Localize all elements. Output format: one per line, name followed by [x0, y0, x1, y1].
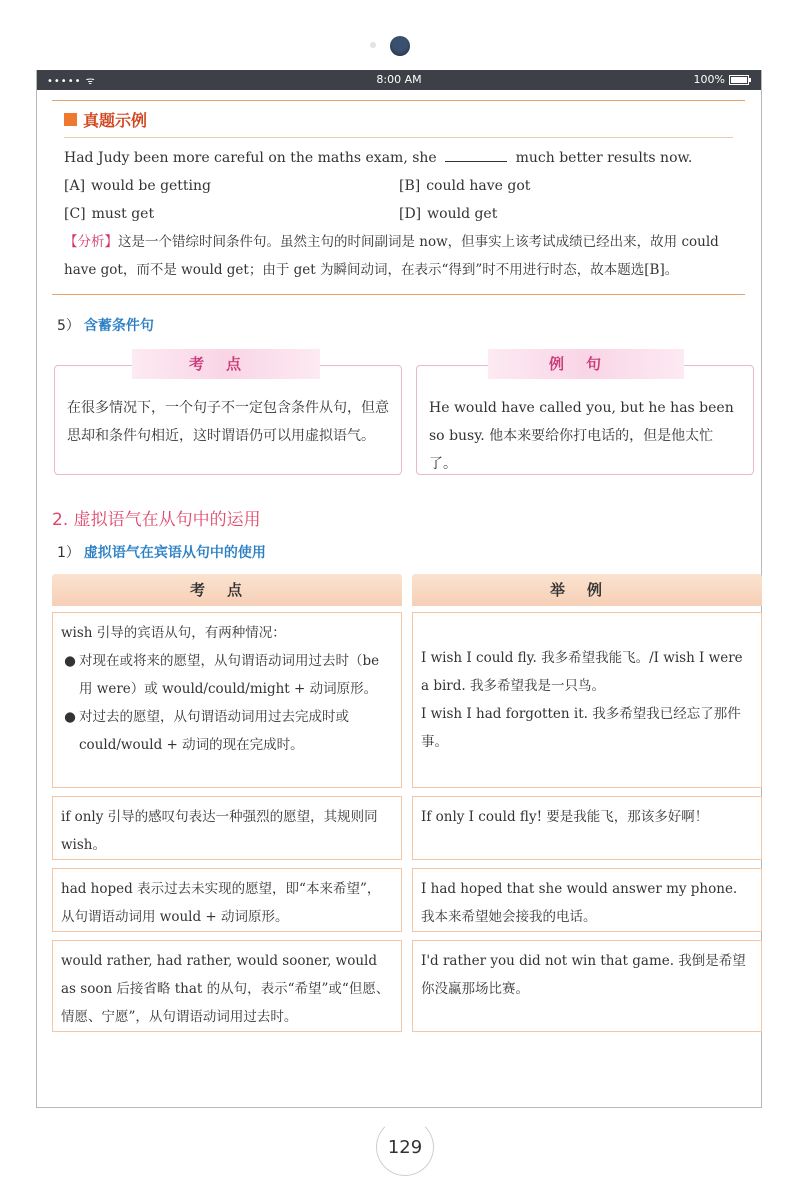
example-card: He would have called you, but he has been so busy. 他本来要给你打电话的，但是他太忙了。 [416, 365, 754, 475]
exam-example-title: 真题示例 [83, 110, 148, 130]
section-2-title: 2. 虚拟语气在从句中的运用 [52, 510, 261, 530]
option-d: [D] would get [399, 206, 498, 222]
table-cell-example: If only I could fly! 要是我能飞，那该多好啊！ [412, 796, 762, 860]
object-clause-heading: 1） 虚拟语气在宾语从句中的使用 [57, 545, 266, 561]
column-header-point: 考点 [52, 574, 402, 606]
table-cell-example: I'd rather you did not win that game. 我倒是希望你没赢那场比赛。 [412, 940, 762, 1032]
point-card: 在很多情况下，一个句子不一定包含条件从句，但意思却和条件句相近，这时谓语仍可以用虚拟语气。 [54, 365, 402, 475]
bullet-icon: ● [64, 653, 76, 669]
table-cell-point: had hoped 表示过去未实现的愿望，即“本来希望”，从句谓语动词用 would + 动词原形。 [52, 868, 402, 932]
status-time: 8:00 AM [376, 73, 422, 86]
option-c: [C] must get [64, 206, 155, 222]
tablet-screen [36, 70, 762, 1108]
table-cell-point: would rather, had rather, would sooner, would as soon 后接省略 that 的从句，表示“希望”或“但愿、情愿、宁愿”，从句谓语动词用过去时。 [52, 940, 402, 1032]
table-cell-point: if only 引导的感叹句表达一种强烈的愿望，其规则同 wish。 [52, 796, 402, 860]
device-camera-area [0, 0, 800, 70]
example-label: 例句 [488, 349, 684, 379]
table-row [52, 868, 762, 932]
implicit-condition-cards [52, 349, 745, 483]
sensor-dot [370, 42, 376, 48]
exam-example-box [52, 100, 745, 295]
exam-example-header [64, 101, 733, 138]
analysis-paragraph [64, 228, 733, 284]
question-part2: much better results now. [515, 150, 693, 166]
question-text [64, 144, 733, 172]
page-content [52, 90, 745, 1032]
page-number: 129 [376, 1118, 434, 1176]
option-a: [A] would be getting [64, 178, 212, 194]
table-cell-point: wish 引导的宾语从句，有两种情况： ● 对现在或将来的愿望，从句谓语动词用过去时（be 用 were）或 would/could/might + 动词原形。 ● 对过去的愿望，从句谓语动词用过去完成时或 could/would + 动词的现在完成时。 [52, 612, 402, 788]
battery-percent: 100% [693, 73, 725, 86]
table-row [52, 796, 762, 860]
object-clause-table [52, 574, 762, 1032]
point-label: 考点 [132, 349, 320, 379]
battery-status [694, 73, 749, 86]
implicit-condition-heading: 5） 含蓄条件句 [57, 318, 154, 334]
battery-icon [729, 75, 749, 85]
table-row [52, 940, 762, 1032]
bullet-icon: ● [64, 709, 76, 725]
table-cell-example: I wish I could fly. 我多希望我能飞。/I wish I were a bird. 我多希望我是一只鸟。 I wish I had forgotten it. 我多希望我已经忘了那件事。 [412, 612, 762, 788]
table-row [52, 612, 762, 788]
orange-square-icon [64, 113, 77, 126]
analysis-text: 这是一个错综时间条件句。虽然主句的时间副词是 now，但事实上该考试成绩已经出来，故用 could have got，而不是 would get；由于 get 为瞬间动词，在表示“得到”时不用进行时态，故本题选[B]。 [64, 234, 719, 278]
status-bar [37, 70, 761, 90]
analysis-tag: 【分析】 [64, 234, 118, 250]
table-cell-example: I had hoped that she would answer my phone. 我本来希望她会接我的电话。 [412, 868, 762, 932]
option-b: [B] could have got [399, 178, 531, 194]
answer-options [64, 172, 733, 228]
camera-lens [390, 36, 410, 56]
column-header-example: 举例 [412, 574, 762, 606]
question-part1: Had Judy been more careful on the maths exam, she [64, 150, 437, 166]
signal-wifi-icon: ••••• ᯤ [47, 76, 96, 87]
table-header [52, 574, 762, 606]
answer-blank [445, 147, 507, 162]
